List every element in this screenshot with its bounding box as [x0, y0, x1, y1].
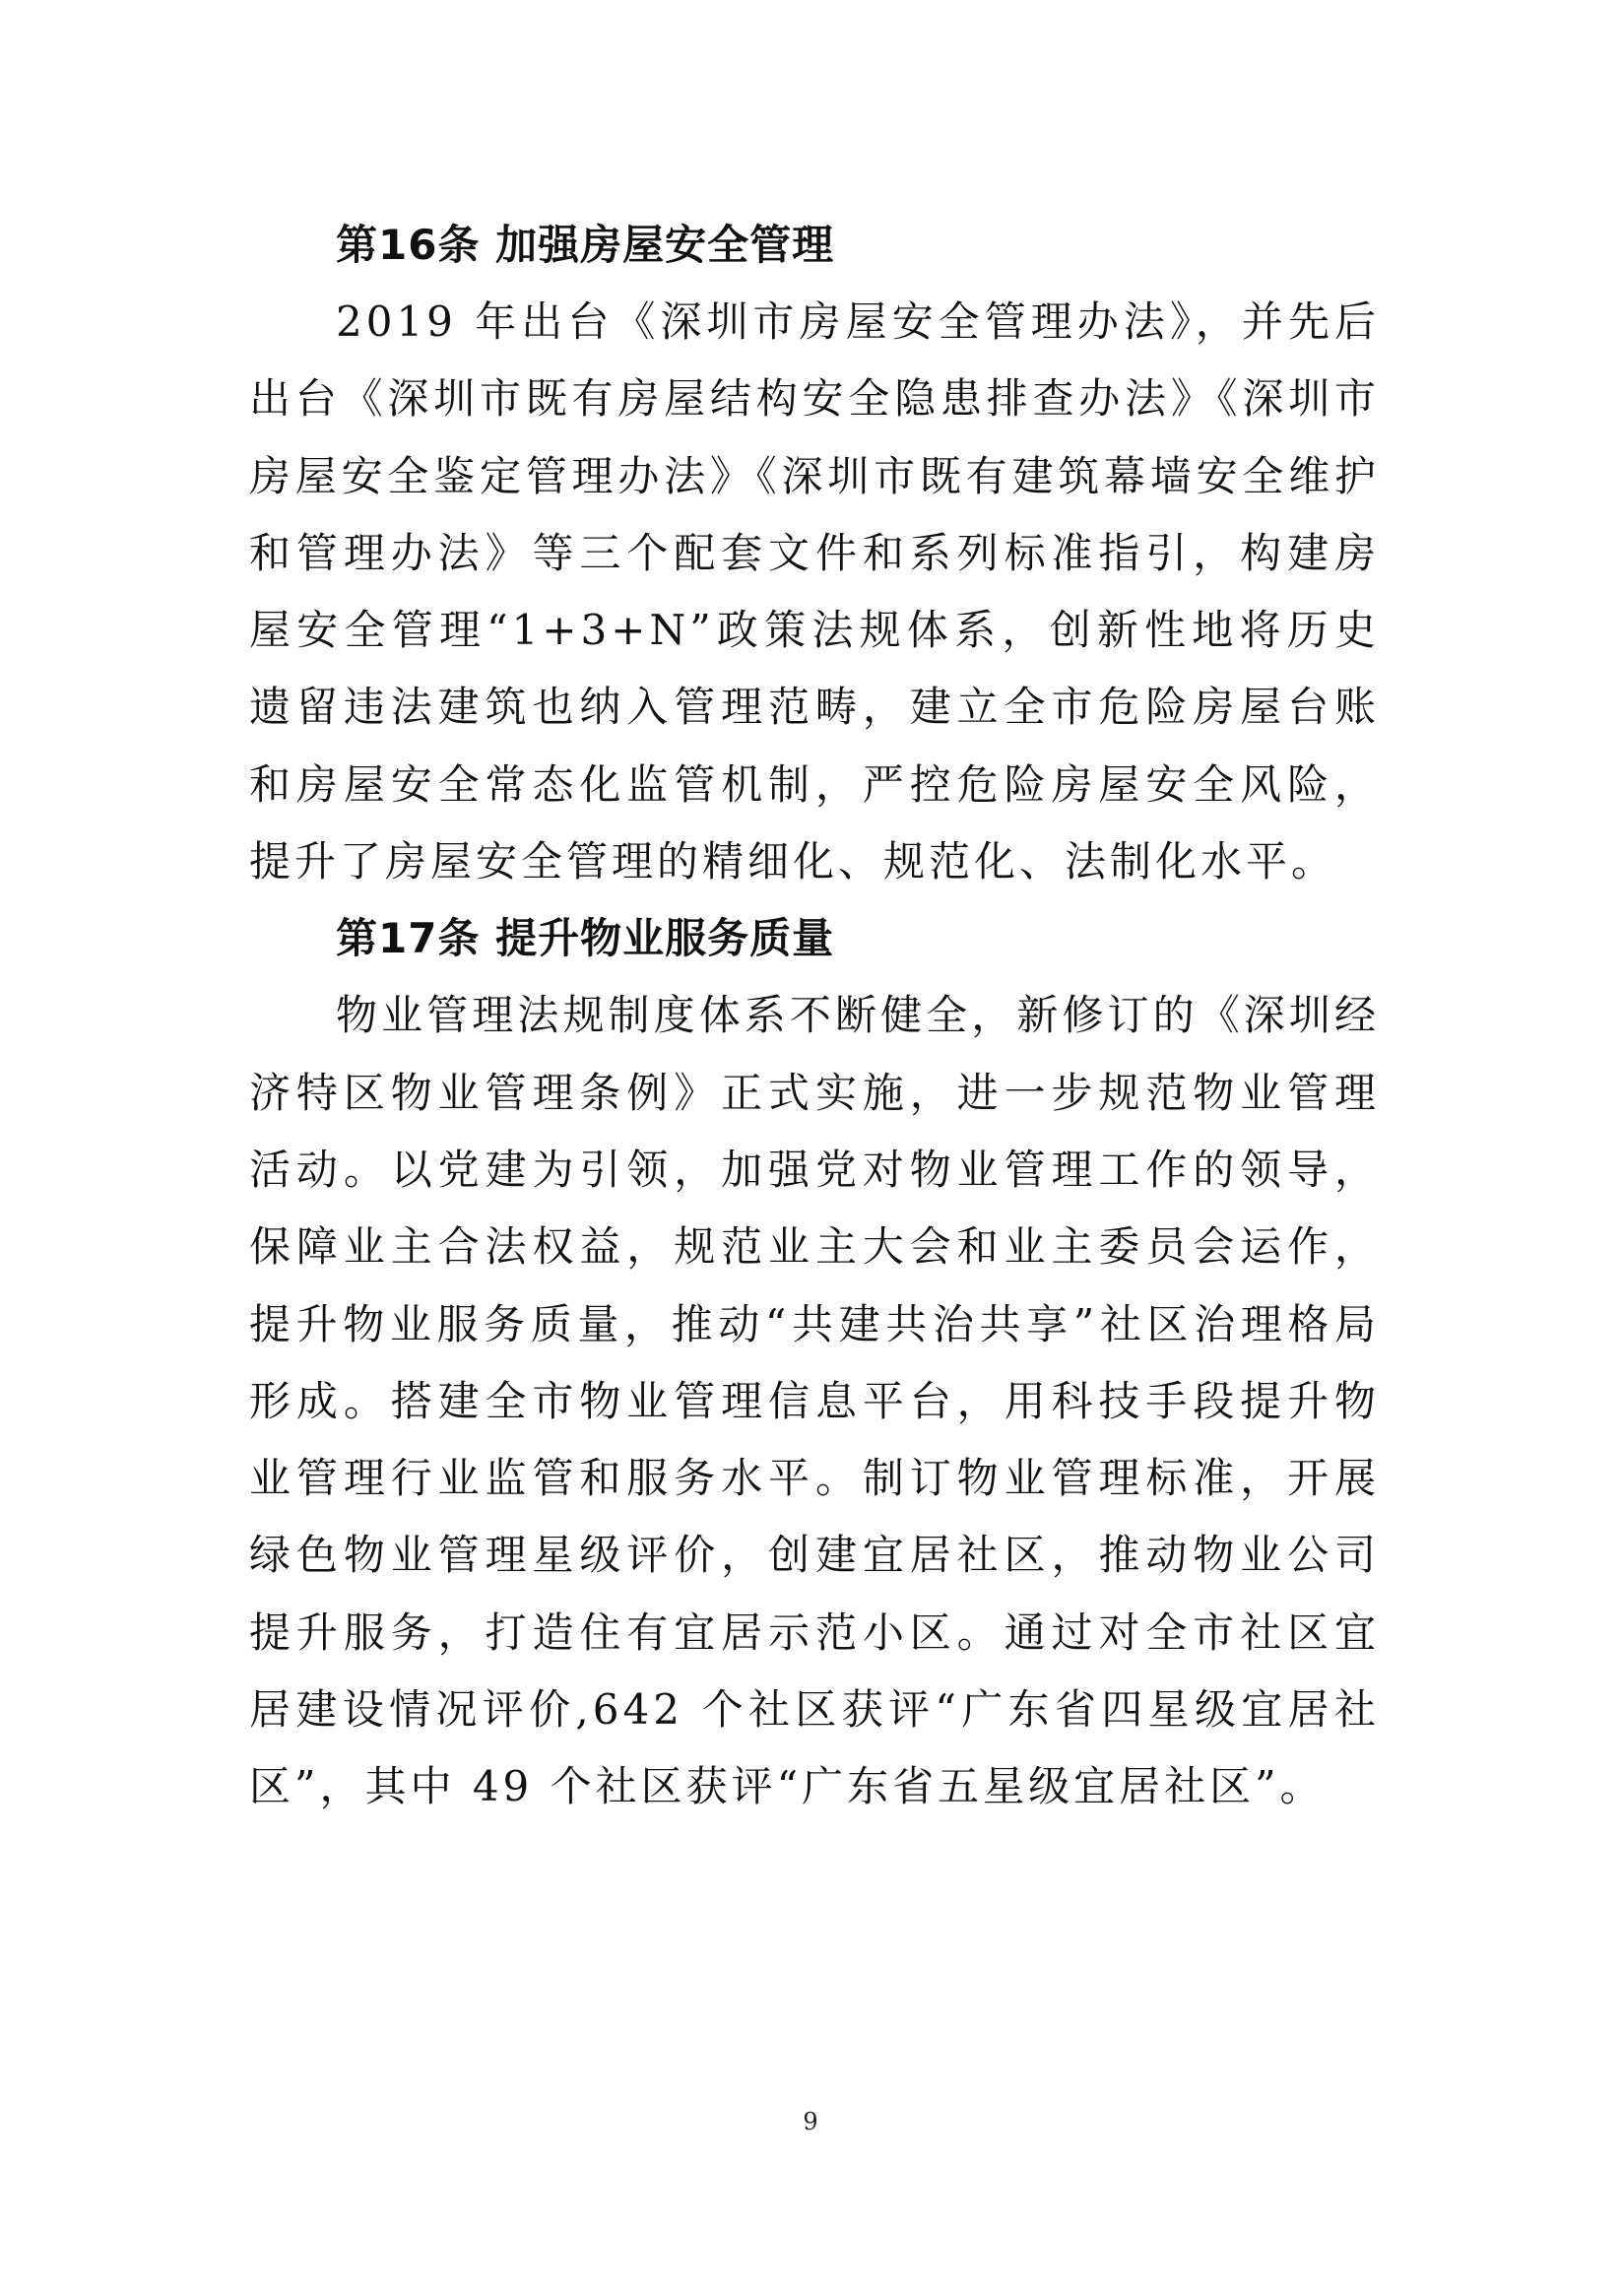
- section-paragraph-17: 物业管理法规制度体系不断健全，新修订的《深圳经济特区物业管理条例》正式实施，进一步规范物业管理活动。以党建为引领，加强党对物业管理工作的领导，保障业主合法权益，规范业主大会和业主委员会运作，提升物业服务质量，推动“共建共治共享”社区治理格局形成。搭建全市物业管理信息平台，用科技手段提升物业管理行业监管和服务水平。制订物业管理标准，开展绿色物业管理星级评价，创建宜居社区，推动物业公司提升服务，打造住有宜居示范小区。通过对全市社区宜居建设情况评价,642 个社区获评“广东省四星级宜居社区”，其中 49 个社区获评“广东省五星级宜居社区”。: [249, 991, 1380, 1811]
- section-heading-16: 第16条 加强房屋安全管理: [336, 221, 835, 269]
- section-paragraph-16: 2019 年出台《深圳市房屋安全管理办法》，并先后出台《深圳市既有房屋结构安全隐患排查办法》《深圳市房屋安全鉴定管理办法》《深圳市既有建筑幕墙安全维护和管理办法》等三个配套文件和系列标准指引，构建房屋安全管理“1+3+N”政策法规体系，创新性地将历史遗留违法建筑也纳入管理范畴，建立全市危险房屋台账和房屋安全常态化监管机制，严控危险房屋安全风险，提升了房屋安全管理的精细化、规范化、法制化水平。: [249, 297, 1380, 886]
- page-number: 9: [803, 2108, 818, 2135]
- document-body: [249, 207, 1380, 1826]
- section-heading-17: 第17条 提升物业服务质量: [336, 914, 835, 963]
